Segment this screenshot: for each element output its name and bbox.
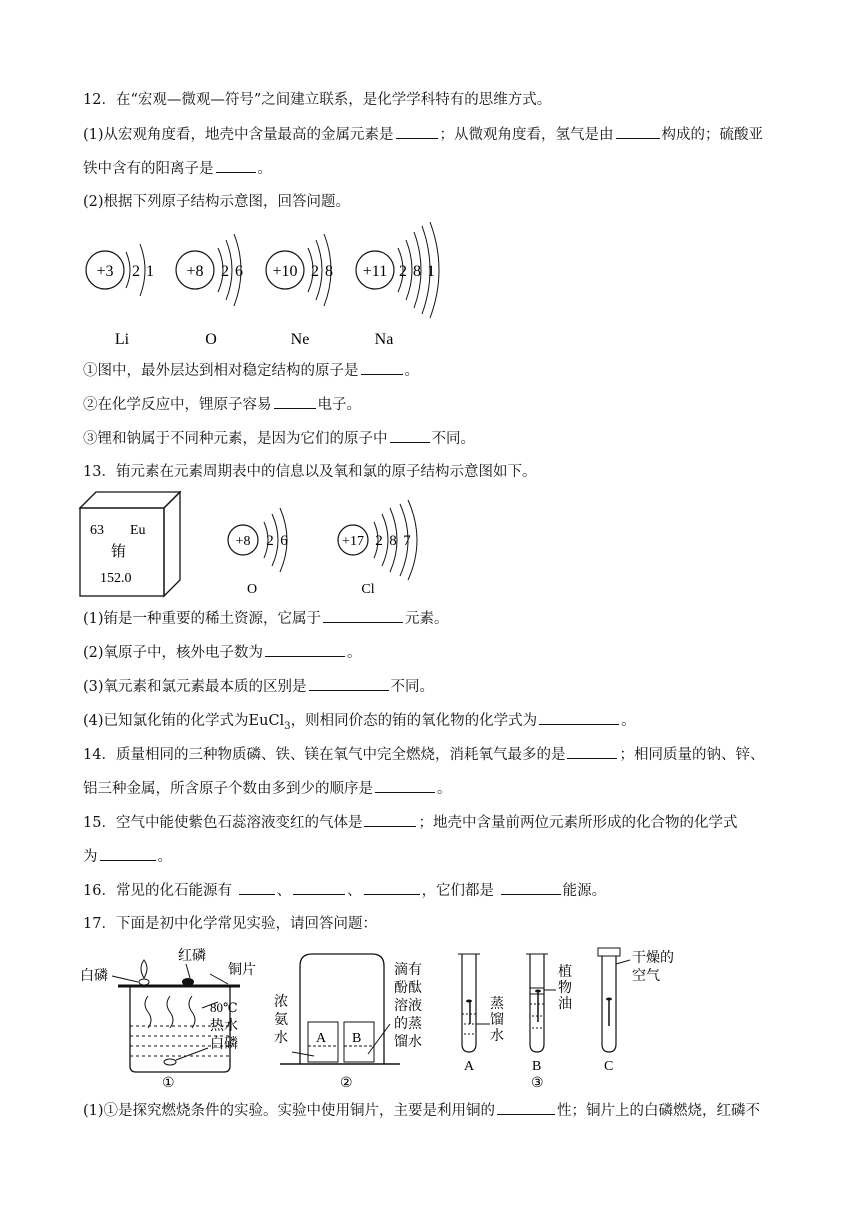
answer-blank[interactable] [390, 428, 430, 443]
answer-blank[interactable] [323, 608, 403, 623]
svg-text:馏水: 馏水 [394, 1035, 422, 1050]
element-symbol: Ne [290, 331, 310, 348]
svg-text:②: ② [340, 1076, 353, 1088]
svg-text:2: 2 [221, 263, 229, 280]
element-name: 铕 [111, 544, 127, 560]
answer-blank[interactable] [539, 710, 619, 725]
q12-part1-line1: (1)从宏观角度看，地壳中含量最高的金属元素是 ；从微观角度看，氢气是由 构成的；硫酸亚 [83, 124, 763, 145]
q17-part1: (1)①是探究燃烧条件的实验。实验中使用铜片，主要是利用铜的 性；铜片上的白磷燃烧，红磷不 [83, 1100, 760, 1121]
svg-text:红磷: 红磷 [178, 949, 206, 964]
nucleus-charge: +8 [235, 534, 251, 549]
beaker-label-b: B [352, 1031, 362, 1046]
atomic-mass: 152.0 [100, 571, 132, 586]
nucleus-charge: +8 [186, 263, 204, 280]
nucleus-charge: +3 [96, 263, 114, 280]
svg-text:8: 8 [325, 263, 333, 280]
svg-text:C: C [604, 1059, 614, 1074]
answer-blank[interactable] [567, 744, 617, 759]
svg-text:6: 6 [280, 533, 288, 549]
answer-blank[interactable] [364, 880, 420, 895]
q12-atom-diagrams [84, 222, 464, 348]
svg-text:酚酞: 酚酞 [394, 981, 422, 996]
atom-diagram-li [86, 244, 154, 348]
q12-stem: 12．在“宏观—微观—符号”之间建立联系，是化学学科特有的思维方式。 [83, 92, 552, 108]
atom-diagram-cl [338, 500, 417, 597]
svg-text:物: 物 [558, 981, 572, 996]
stopper-icon [598, 948, 620, 956]
element-symbol: Na [374, 331, 394, 348]
white-phosphorus-icon [139, 979, 149, 985]
svg-text:馏: 馏 [490, 1013, 504, 1028]
flame-icon [141, 960, 147, 978]
atom-diagram-o [228, 508, 288, 597]
element-symbol: Eu [130, 523, 146, 538]
answer-blank[interactable] [501, 880, 561, 895]
svg-text:铜片: 铜片 [228, 963, 256, 978]
q12-sub3: ③锂和钠属于不同种元素，是因为它们的原子中 不同。 [83, 428, 475, 449]
answer-blank[interactable] [216, 158, 256, 173]
svg-text:8: 8 [389, 533, 397, 549]
figure-ammonia-experiment [274, 954, 422, 1088]
svg-text:7: 7 [403, 533, 411, 549]
svg-text:蒸: 蒸 [490, 997, 504, 1012]
svg-text:水: 水 [490, 1029, 504, 1044]
svg-text:水: 水 [274, 1031, 288, 1046]
q14-line2: 铝三种金属，所含原子个数由多到少的顺序是 。 [83, 778, 452, 799]
element-symbol: O [205, 331, 217, 348]
svg-text:①: ① [162, 1076, 175, 1088]
svg-text:空气: 空气 [632, 969, 660, 984]
svg-text:滴有: 滴有 [394, 963, 422, 978]
red-phosphorus-icon [182, 978, 194, 986]
q14-line1: 14．质量相同的三种物质磷、铁、镁在氧气中完全燃烧，消耗氧气最多的是 ；相同质量的钠、锌、 [83, 744, 764, 765]
svg-text:白磷: 白磷 [210, 1037, 238, 1052]
svg-text:A: A [464, 1059, 475, 1074]
svg-text:的蒸: 的蒸 [394, 1017, 422, 1032]
q13-part4: (4)已知氯化铕的化学式为EuCl$_3$，则相同价态的铕的氧化物的化学式为 。 [83, 710, 636, 737]
q13-part1: (1)铕是一种重要的稀土资源，它属于 元素。 [83, 608, 449, 629]
nucleus-charge: +10 [272, 263, 298, 280]
q12-sub1: ①图中，最外层达到相对稳定结构的原子是 。 [83, 360, 419, 381]
q13-part3: (3)氧元素和氯元素最本质的区别是 不同。 [83, 676, 434, 697]
answer-blank[interactable] [265, 642, 345, 657]
answer-blank[interactable] [364, 812, 416, 827]
q13-figures [78, 490, 438, 600]
svg-text:80℃: 80℃ [210, 1000, 238, 1015]
q17-experiment-figures [78, 944, 718, 1088]
q13-stem: 13．铕元素在元素周期表中的信息以及氧和氯的原子结构示意图如下。 [83, 464, 537, 480]
answer-blank[interactable] [497, 1100, 555, 1115]
answer-blank[interactable] [309, 676, 389, 691]
periodic-table-cell-eu [80, 492, 180, 596]
answer-blank[interactable] [100, 846, 156, 861]
svg-text:浓: 浓 [274, 995, 288, 1010]
q12-part1-line2: 铁中含有的阳离子是 。 [83, 158, 272, 179]
answer-blank[interactable] [239, 880, 275, 895]
answer-blank[interactable] [274, 394, 316, 409]
svg-text:1: 1 [146, 263, 154, 280]
answer-blank[interactable] [616, 124, 660, 139]
atom-diagram-ne [266, 234, 333, 348]
answer-blank[interactable] [396, 124, 438, 139]
answer-blank[interactable] [375, 778, 435, 793]
svg-text:氨: 氨 [274, 1013, 288, 1028]
svg-text:2: 2 [375, 533, 383, 549]
q17-stem: 17．下面是初中化学常见实验，请回答问题： [83, 916, 377, 932]
figure-rust-experiment [458, 948, 674, 1088]
svg-text:B: B [532, 1059, 542, 1074]
svg-text:8: 8 [413, 263, 421, 280]
svg-text:溶液: 溶液 [394, 999, 422, 1014]
element-symbol: O [246, 582, 258, 597]
answer-blank[interactable] [293, 880, 345, 895]
svg-text:热水: 热水 [210, 1019, 238, 1034]
svg-text:③: ③ [531, 1076, 544, 1088]
q12-part2: (2)根据下列原子结构示意图，回答问题。 [83, 194, 351, 210]
svg-text:2: 2 [399, 263, 407, 280]
svg-text:白磷: 白磷 [80, 969, 108, 984]
q12-sub2: ②在化学反应中，锂原子容易 电子。 [83, 394, 361, 415]
q15-line1: 15．空气中能使紫色石蕊溶液变红的气体是 ；地壳中含量前两位元素所形成的化合物的化学式 [83, 812, 737, 833]
svg-text:植: 植 [558, 965, 572, 980]
svg-text:2: 2 [132, 263, 140, 280]
q13-part2: (2)氧原子中，核外电子数为 。 [83, 642, 362, 663]
beaker-label-a: A [316, 1031, 327, 1046]
svg-text:干燥的: 干燥的 [632, 951, 674, 966]
q16-line: 16．常见的化石能源有 、 、 ，它们都是 能源。 [83, 880, 606, 901]
element-symbol: Li [114, 331, 130, 348]
atom-diagram-na [356, 222, 439, 348]
svg-text:油: 油 [558, 997, 572, 1012]
svg-text:2: 2 [311, 263, 319, 280]
atom-diagram-o [176, 234, 243, 348]
answer-blank[interactable] [361, 360, 403, 375]
svg-text:1: 1 [427, 263, 435, 280]
svg-text:2: 2 [266, 533, 274, 549]
figure-combustion-experiment [80, 947, 256, 1088]
nucleus-charge: +17 [342, 534, 364, 549]
q15-line2: 为 。 [83, 846, 172, 867]
element-symbol: Cl [361, 582, 375, 597]
atomic-number: 63 [90, 523, 104, 538]
nucleus-charge: +11 [362, 263, 388, 280]
svg-text:6: 6 [235, 263, 243, 280]
